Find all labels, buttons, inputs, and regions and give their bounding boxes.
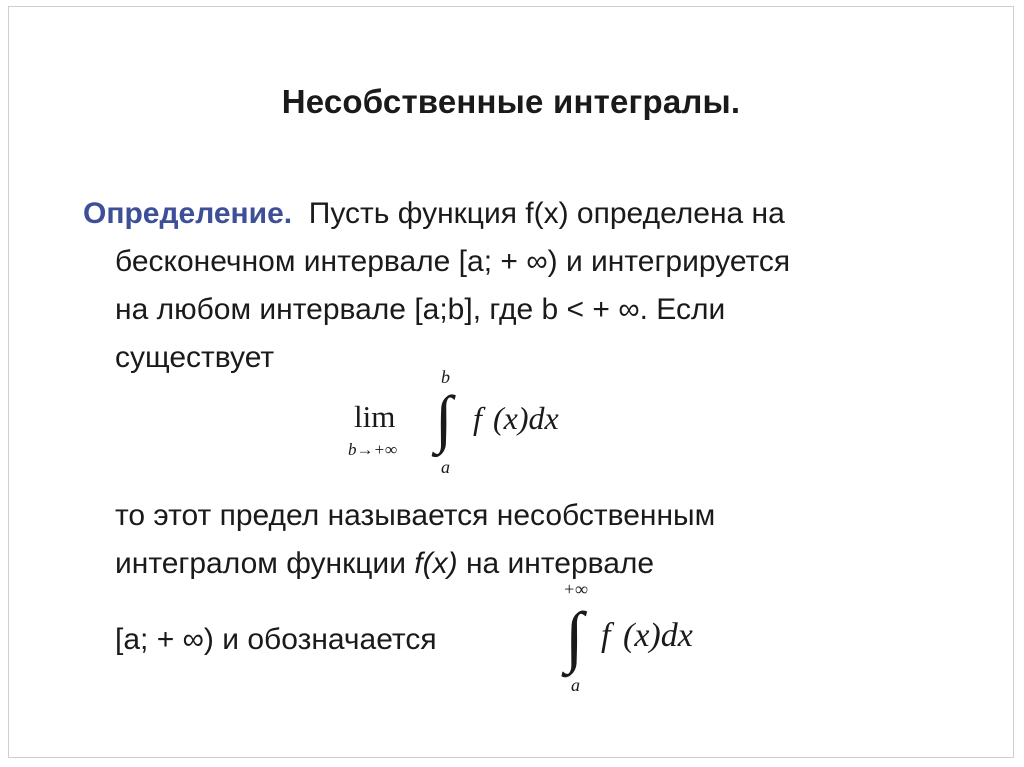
continuation-line-1: то этот предел называется несобственным [115, 499, 716, 532]
integral-upper-limit-infinity: +∞ [563, 579, 588, 599]
continuation-text-end: на интервале [457, 547, 655, 580]
definition-line-1 [83, 193, 785, 235]
slide [8, 6, 1014, 758]
lim-subscript: b→+∞ [348, 440, 398, 459]
definition-line-3: на любом интервале [a;b], где b < + ∞. Если [115, 293, 726, 326]
integrand-rest: (x)dx [493, 400, 559, 436]
integrand-rest: (x)dx [623, 617, 693, 654]
lim-operator: lim [354, 399, 396, 434]
definition-line-2: бесконечном интервале [a; + ∞) и интегрируется [115, 245, 791, 278]
definition-text-1: Пусть функция f(x) определена на [308, 197, 785, 230]
continuation-line-3: [a; + ∞) и обозначается [115, 623, 437, 656]
integrand-function: f [601, 617, 611, 654]
definition-label: Определение. [83, 197, 293, 230]
function-notation: f(x) [414, 547, 458, 580]
integral-upper-limit: b [441, 367, 450, 387]
integral-sign-icon: ∫ [435, 383, 453, 454]
definition-line-4: существует [115, 341, 275, 374]
integral-sign-icon: ∫ [565, 598, 584, 674]
integral-lower-limit: a [441, 457, 450, 477]
continuation-text-start: интегралом функции [115, 547, 415, 580]
integrand-function: f [473, 400, 482, 436]
slide-title: Несобственные интегралы. [281, 83, 741, 120]
integral-lower-limit-a: a [571, 675, 580, 695]
